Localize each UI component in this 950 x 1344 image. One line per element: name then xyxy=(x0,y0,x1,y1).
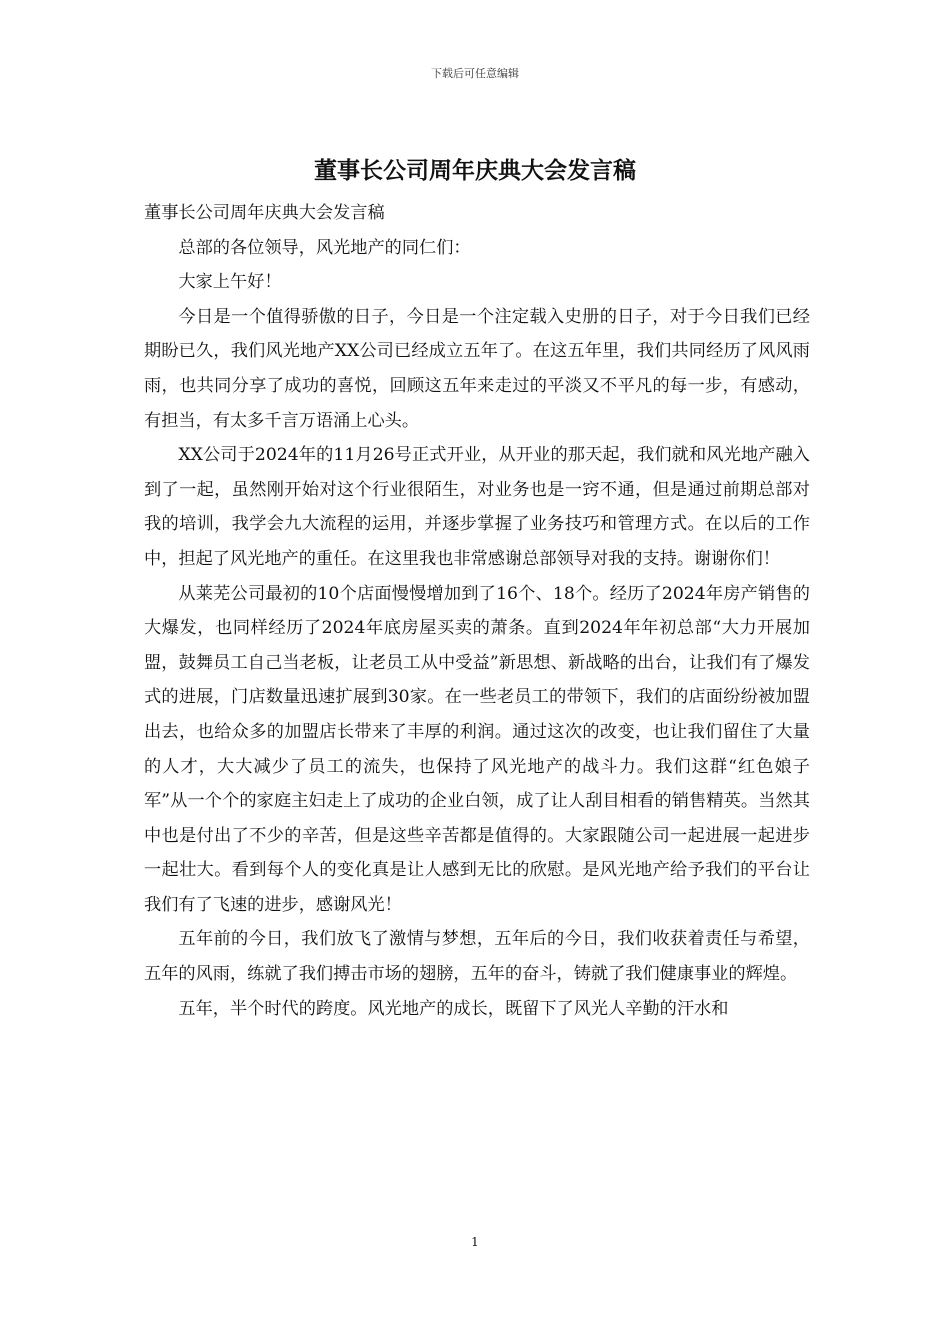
paragraph-greeting: 大家上午好！ xyxy=(178,272,282,293)
page-header: 下载后可任意编辑 xyxy=(431,67,519,80)
paragraph: 五年前的今日，我们放飞了激情与梦想，五年后的今日，我们收获着责任与希望，五年的风雨，练就了我们搏击市场的翅膀，五年的奋斗，铸就了我们健康事业的辉煌。 xyxy=(144,929,810,985)
paragraph-salutation: 总部的各位领导，风光地产的同仁们： xyxy=(178,237,471,258)
document-title: 董事长公司周年庆典大会发言稿 xyxy=(314,157,636,184)
paragraph: 今日是一个值得骄傲的日子，今日是一个注定载入史册的日子，对于今日我们已经期盼已久，我们风光地产XX公司已经成立五年了。在这五年里，我们共同经历了风风雨雨，也共同分享了成功的喜悦，回顾这五年来走过的平淡又不平凡的每一步，有感动，有担当，有太多千言万语涌上心头。 xyxy=(144,306,810,431)
document-subtitle: 董事长公司周年庆典大会发言稿 xyxy=(144,203,385,223)
paragraph: XX公司于2024年的11月26号正式开业，从开业的那天起，我们就和风光地产融入到了一起，虽然刚开始对这个行业很陌生，对业务也是一窍不通，但是通过前期总部对我的培训，我学会九大流程的运用，并逐步掌握了业务技巧和管理方式。在以后的工作中，担起了风光地产的重任。在这里我也非常感谢总部领导对我的支持。谢谢你们！ xyxy=(144,445,810,569)
paragraph: 五年，半个时代的跨度。风光地产的成长，既留下了风光人辛勤的汗水和 xyxy=(178,998,729,1019)
paragraph: 从莱芜公司最初的10个店面慢慢增加到了16个、18个。经历了2024年房产销售的大爆发，也同样经历了2024年底房屋买卖的萧条。直到2024年年初总部“大力开展加盟，鼓舞员工自己当老板，让老员工从中受益”新思想、新战略的出台，让我们有了爆发式的进展，门店数量迅速扩展到30家。在一些老员工的带领下，我们的店面纷纷被加盟出去，也给众多的加盟店长带来了丰厚的利润。通过这次的改变，也让我们留住了大量的人才，大大减少了员工的流失，也保持了风光地产的战斗力。我们这群“红色娘子军”从一个个的家庭主妇走上了成功的企业白领，成了让人刮目相看的销售精英。当然其中也是付出了不少的辛苦，但是这些辛苦都是值得的。大家跟随公司一起进展一起进步一起壮大。看到每个人的变化真是让人感到无比的欣慰。是风光地产给予我们的平台让我们有了飞速的进步，感谢风光！ xyxy=(144,583,810,915)
document-body xyxy=(144,196,810,1026)
page-number: 1 xyxy=(471,1235,479,1249)
